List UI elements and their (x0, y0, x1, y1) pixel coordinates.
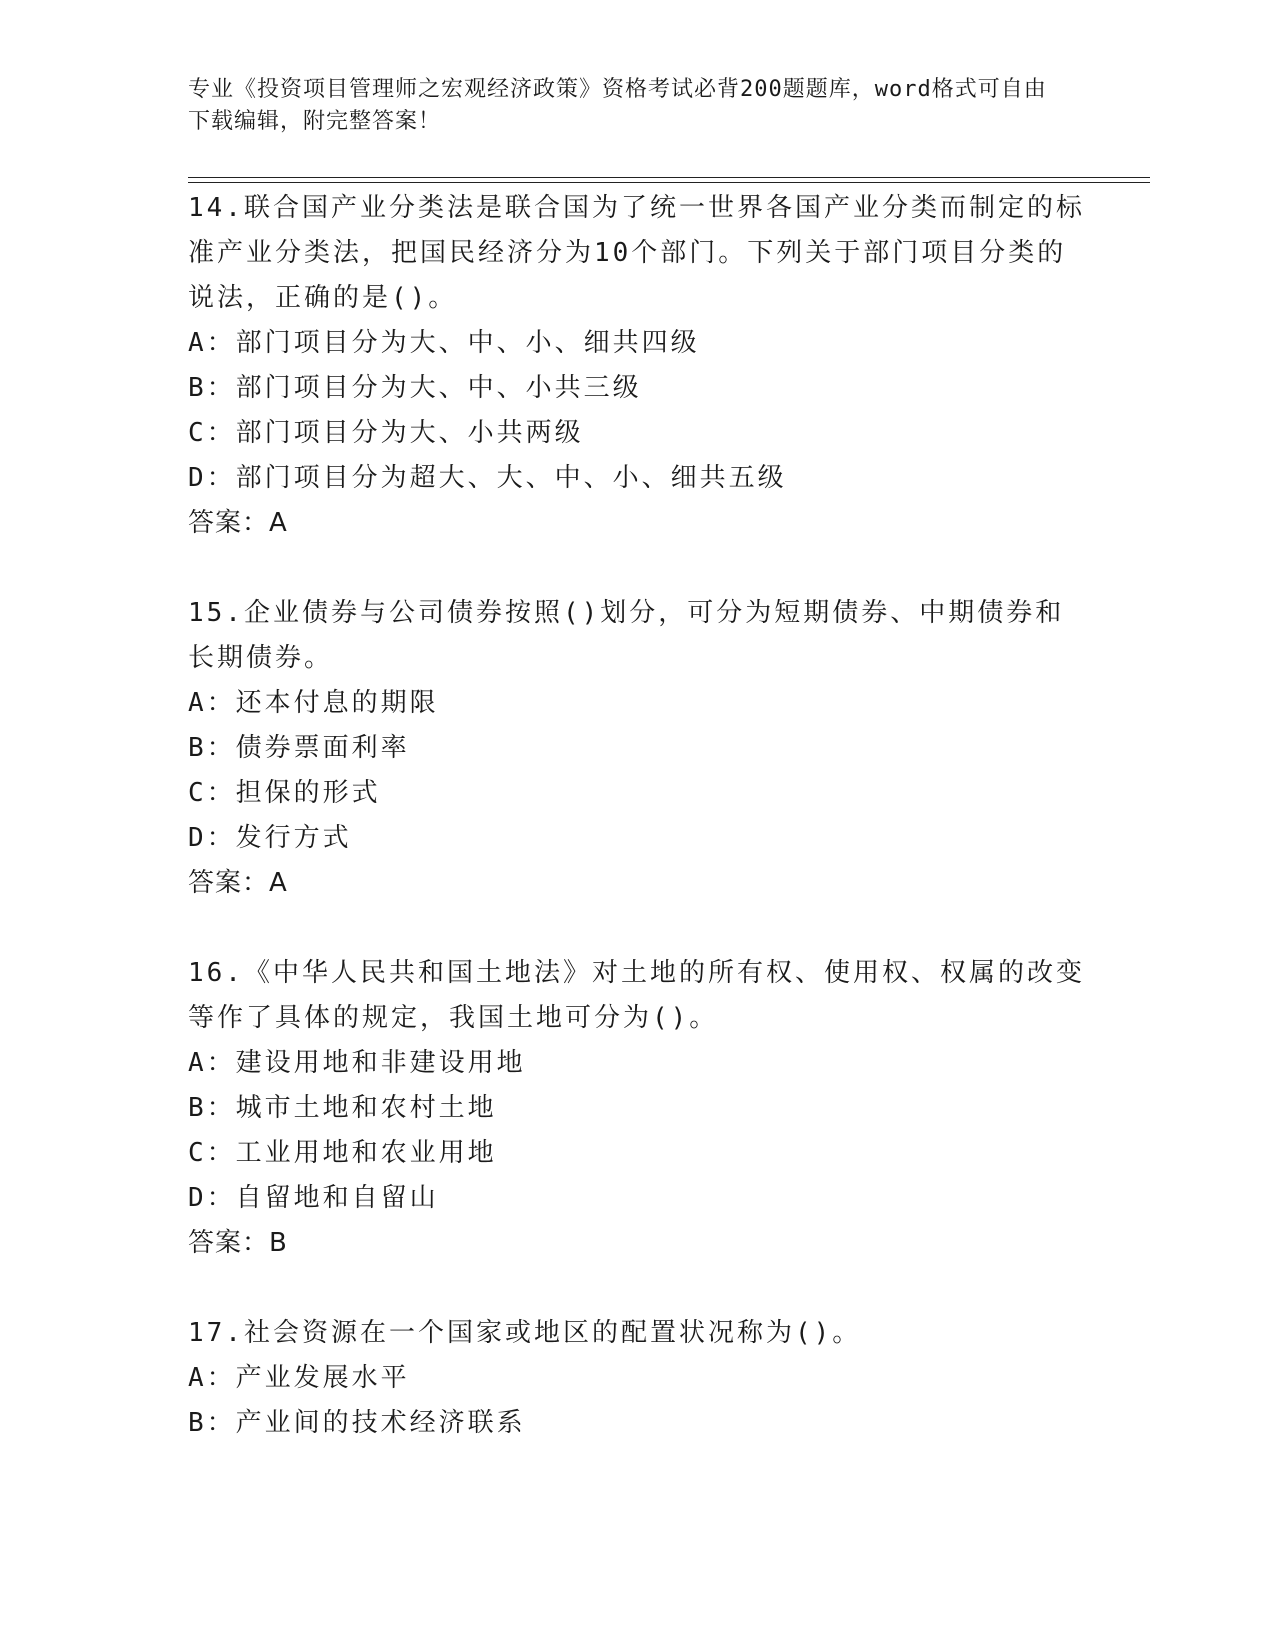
header-divider-top (188, 177, 1150, 178)
option-c: C：担保的形式 (188, 778, 381, 808)
question-15 (188, 591, 1088, 906)
option-a: A：部门项目分为大、中、小、细共四级 (188, 328, 700, 358)
option-a: A：产业发展水平 (188, 1363, 410, 1393)
document-header: 专业《投资项目管理师之宏观经济政策》资格考试必背200题题库，word格式可自由下载编辑，附完整答案！ (188, 77, 1047, 134)
spacer (188, 906, 1088, 951)
option-b: B：产业间的技术经济联系 (188, 1408, 526, 1438)
question-list (188, 186, 1088, 1446)
question-stem: 14.联合国产业分类法是联合国为了统一世界各国产业分类而制定的标准产业分类法，把国民经济分为10个部门。下列关于部门项目分类的说法，正确的是()。 (188, 193, 1085, 313)
spacer (188, 546, 1088, 591)
option-d: D：发行方式 (188, 823, 352, 853)
option-b: B：债券票面利率 (188, 733, 410, 763)
option-b: B：部门项目分为大、中、小共三级 (188, 373, 642, 403)
option-d: D：部门项目分为超大、大、中、小、细共五级 (188, 463, 787, 493)
question-stem: 17.社会资源在一个国家或地区的配置状况称为()。 (188, 1318, 862, 1348)
option-b: B：城市土地和农村土地 (188, 1093, 497, 1123)
answer: 答案：A (188, 868, 288, 898)
answer: 答案：B (188, 1228, 288, 1258)
option-d: D：自留地和自留山 (188, 1183, 439, 1213)
answer: 答案：A (188, 508, 288, 538)
question-16 (188, 951, 1088, 1266)
question-14 (188, 186, 1088, 546)
header-divider-bottom (188, 182, 1150, 183)
question-stem: 15.企业债券与公司债券按照()划分，可分为短期债券、中期债券和长期债券。 (188, 598, 1065, 673)
question-17 (188, 1311, 1088, 1446)
option-c: C：工业用地和农业用地 (188, 1138, 497, 1168)
option-a: A：还本付息的期限 (188, 688, 439, 718)
spacer (188, 1266, 1088, 1311)
question-stem: 16.《中华人民共和国土地法》对土地的所有权、使用权、权属的改变等作了具体的规定，我国土地可分为()。 (188, 958, 1085, 1033)
option-a: A：建设用地和非建设用地 (188, 1048, 526, 1078)
option-c: C：部门项目分为大、小共两级 (188, 418, 584, 448)
